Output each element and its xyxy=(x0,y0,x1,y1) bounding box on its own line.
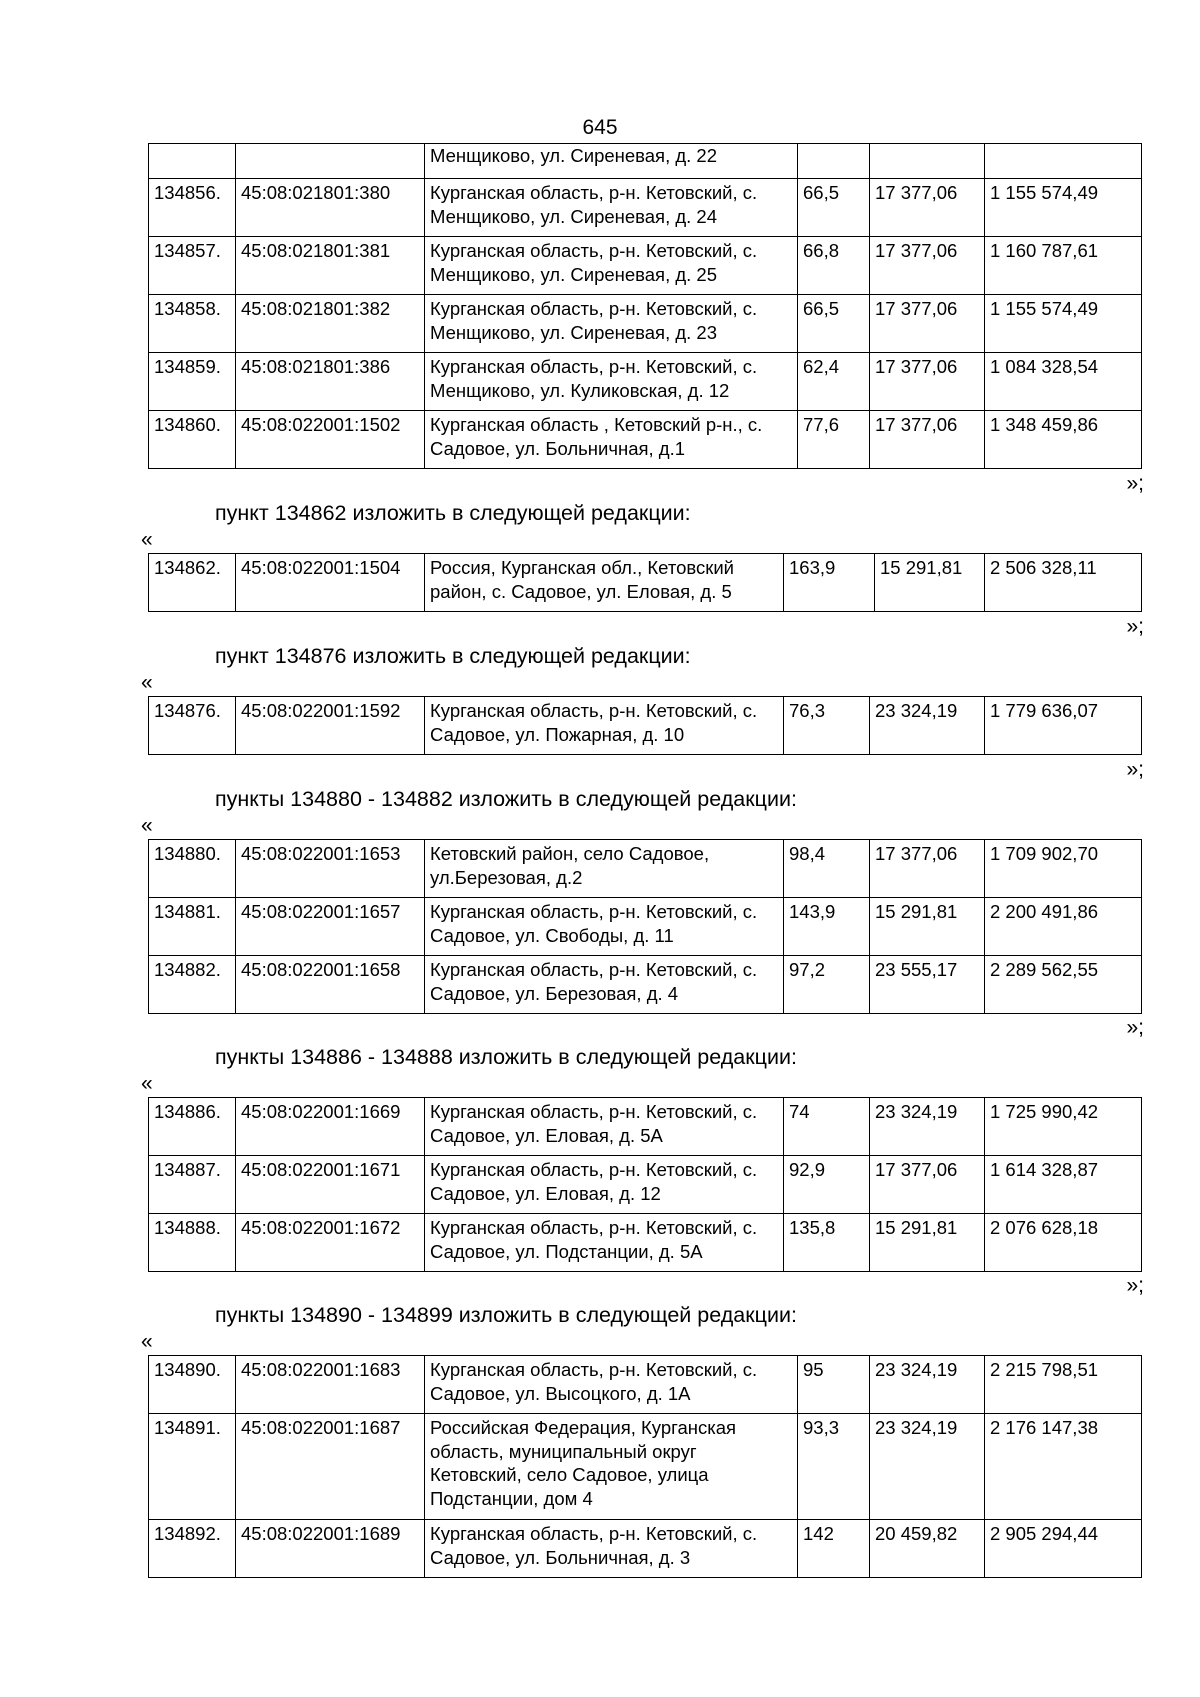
cadastral-number: 45:08:022001:1657 xyxy=(236,898,425,956)
cadastral-number: 45:08:021801:382 xyxy=(236,295,425,353)
address: Курганская область, р-н. Кетовский, с. Менщиково, ул. Куликовская, д. 12 xyxy=(425,353,798,411)
cadastral-value: 2 289 562,55 xyxy=(985,956,1142,1014)
cadastral-value xyxy=(985,144,1142,179)
table-row xyxy=(149,1520,1142,1578)
cadastral-number: 45:08:021801:380 xyxy=(236,179,425,237)
area: 97,2 xyxy=(784,956,870,1014)
address: Курганская область, р-н. Кетовский, с. Менщиково, ул. Сиреневая, д. 24 xyxy=(425,179,798,237)
cadastral-value: 1 709 902,70 xyxy=(985,840,1142,898)
cadastral-number: 45:08:022001:1653 xyxy=(236,840,425,898)
cadastral-number: 45:08:021801:381 xyxy=(236,237,425,295)
address: Менщиково, ул. Сиреневая, д. 22 xyxy=(425,144,798,179)
cadastral-value: 2 905 294,44 xyxy=(985,1520,1142,1578)
address: Курганская область, р-н. Кетовский, с. Садовое, ул. Еловая, д. 5А xyxy=(425,1098,784,1156)
cadastral-number xyxy=(236,144,425,179)
row-number: 134876. xyxy=(149,697,236,755)
row-number: 134857. xyxy=(149,237,236,295)
rate: 17 377,06 xyxy=(870,295,985,353)
table-row xyxy=(149,353,1142,411)
property-table xyxy=(148,1097,1142,1272)
rate: 23 324,19 xyxy=(870,1098,985,1156)
rate xyxy=(870,144,985,179)
closing-quote: »; xyxy=(1126,758,1144,781)
rate: 17 377,06 xyxy=(870,179,985,237)
address: Курганская область, р-н. Кетовский, с. Садовое, ул. Еловая, д. 12 xyxy=(425,1156,784,1214)
opening-quote: « xyxy=(141,1330,153,1353)
rate: 17 377,06 xyxy=(870,1156,985,1214)
cadastral-value: 1 725 990,42 xyxy=(985,1098,1142,1156)
table-row xyxy=(149,697,1142,755)
address: Российская Федерация, Курганская область, муниципальный округ Кетовский, село Садовое, улица Подстанции, дом 4 xyxy=(425,1414,798,1520)
address: Кетовский район, село Садовое, ул.Березовая, д.2 xyxy=(425,840,784,898)
row-number: 134881. xyxy=(149,898,236,956)
rate: 15 291,81 xyxy=(875,554,985,612)
amendment-instruction: пункты 134890 - 134899 изложить в следующей редакции: xyxy=(215,1303,797,1327)
address: Курганская область , Кетовский р-н., с. Садовое, ул. Больничная, д.1 xyxy=(425,411,798,469)
table-row xyxy=(149,237,1142,295)
table-row xyxy=(149,1156,1142,1214)
rate: 17 377,06 xyxy=(870,237,985,295)
cadastral-value: 1 779 636,07 xyxy=(985,697,1142,755)
property-table xyxy=(148,696,1142,755)
area: 95 xyxy=(798,1356,870,1414)
cadastral-number: 45:08:022001:1502 xyxy=(236,411,425,469)
opening-quote: « xyxy=(141,1072,153,1095)
rate: 17 377,06 xyxy=(870,411,985,469)
closing-quote: »; xyxy=(1126,615,1144,638)
cadastral-value: 1 614 328,87 xyxy=(985,1156,1142,1214)
address: Курганская область, р-н. Кетовский, с. Садовое, ул. Больничная, д. 3 xyxy=(425,1520,798,1578)
row-number: 134886. xyxy=(149,1098,236,1156)
table-row xyxy=(149,840,1142,898)
address: Россия, Курганская обл., Кетовский район, с. Садовое, ул. Еловая, д. 5 xyxy=(425,554,784,612)
table-row xyxy=(149,1356,1142,1414)
row-number: 134892. xyxy=(149,1520,236,1578)
closing-quote: »; xyxy=(1126,1274,1144,1297)
address: Курганская область, р-н. Кетовский, с. Садовое, ул. Свободы, д. 11 xyxy=(425,898,784,956)
cadastral-value: 1 155 574,49 xyxy=(985,179,1142,237)
cadastral-value: 2 176 147,38 xyxy=(985,1414,1142,1520)
amendment-instruction: пункт 134862 изложить в следующей редакции: xyxy=(215,501,691,525)
area: 62,4 xyxy=(798,353,870,411)
area: 93,3 xyxy=(798,1414,870,1520)
table-row xyxy=(149,179,1142,237)
cadastral-value: 1 160 787,61 xyxy=(985,237,1142,295)
cadastral-number: 45:08:022001:1687 xyxy=(236,1414,425,1520)
property-table xyxy=(148,839,1142,1014)
amendment-instruction: пункты 134886 - 134888 изложить в следующей редакции: xyxy=(215,1045,797,1069)
row-number: 134887. xyxy=(149,1156,236,1214)
cadastral-number: 45:08:022001:1689 xyxy=(236,1520,425,1578)
property-table xyxy=(148,553,1142,612)
table-row xyxy=(149,956,1142,1014)
cadastral-value: 2 506 328,11 xyxy=(985,554,1142,612)
property-table xyxy=(148,1355,1142,1578)
table-row xyxy=(149,898,1142,956)
row-number: 134882. xyxy=(149,956,236,1014)
amendment-instruction: пункты 134880 - 134882 изложить в следующей редакции: xyxy=(215,787,797,811)
rate: 23 324,19 xyxy=(870,1414,985,1520)
rate: 15 291,81 xyxy=(870,898,985,956)
address: Курганская область, р-н. Кетовский, с. Менщиково, ул. Сиреневая, д. 25 xyxy=(425,237,798,295)
opening-quote: « xyxy=(141,814,153,837)
address: Курганская область, р-н. Кетовский, с. Садовое, ул. Пожарная, д. 10 xyxy=(425,697,784,755)
cadastral-number: 45:08:022001:1669 xyxy=(236,1098,425,1156)
table-row xyxy=(149,295,1142,353)
row-number: 134860. xyxy=(149,411,236,469)
row-number: 134890. xyxy=(149,1356,236,1414)
opening-quote: « xyxy=(141,528,153,551)
cadastral-number: 45:08:021801:386 xyxy=(236,353,425,411)
area: 143,9 xyxy=(784,898,870,956)
closing-quote: »; xyxy=(1126,472,1144,495)
table-row xyxy=(149,554,1142,612)
cadastral-value: 2 076 628,18 xyxy=(985,1214,1142,1272)
row-number: 134859. xyxy=(149,353,236,411)
cadastral-value: 1 155 574,49 xyxy=(985,295,1142,353)
table-row xyxy=(149,411,1142,469)
area: 66,5 xyxy=(798,295,870,353)
address: Курганская область, р-н. Кетовский, с. Садовое, ул. Березовая, д. 4 xyxy=(425,956,784,1014)
property-table-continuation xyxy=(148,143,1142,469)
area: 142 xyxy=(798,1520,870,1578)
address: Курганская область, р-н. Кетовский, с. Менщиково, ул. Сиреневая, д. 23 xyxy=(425,295,798,353)
page-number: 645 xyxy=(582,116,618,139)
area: 98,4 xyxy=(784,840,870,898)
cadastral-number: 45:08:022001:1658 xyxy=(236,956,425,1014)
row-number: 134888. xyxy=(149,1214,236,1272)
cadastral-number: 45:08:022001:1672 xyxy=(236,1214,425,1272)
rate: 15 291,81 xyxy=(870,1214,985,1272)
table-row xyxy=(149,144,1142,179)
area: 135,8 xyxy=(784,1214,870,1272)
rate: 17 377,06 xyxy=(870,353,985,411)
cadastral-value: 1 348 459,86 xyxy=(985,411,1142,469)
row-number: 134856. xyxy=(149,179,236,237)
rate: 17 377,06 xyxy=(870,840,985,898)
table-row xyxy=(149,1214,1142,1272)
cadastral-number: 45:08:022001:1683 xyxy=(236,1356,425,1414)
table-row xyxy=(149,1098,1142,1156)
cadastral-value: 2 215 798,51 xyxy=(985,1356,1142,1414)
rate: 23 555,17 xyxy=(870,956,985,1014)
address: Курганская область, р-н. Кетовский, с. Садовое, ул. Высоцкого, д. 1А xyxy=(425,1356,798,1414)
table-row xyxy=(149,1414,1142,1520)
area: 77,6 xyxy=(798,411,870,469)
area xyxy=(798,144,870,179)
area: 66,8 xyxy=(798,237,870,295)
area: 74 xyxy=(784,1098,870,1156)
cadastral-number: 45:08:022001:1592 xyxy=(236,697,425,755)
cadastral-number: 45:08:022001:1504 xyxy=(236,554,425,612)
area: 66,5 xyxy=(798,179,870,237)
row-number xyxy=(149,144,236,179)
row-number: 134891. xyxy=(149,1414,236,1520)
amendment-instruction: пункт 134876 изложить в следующей редакции: xyxy=(215,644,691,668)
row-number: 134858. xyxy=(149,295,236,353)
address: Курганская область, р-н. Кетовский, с. Садовое, ул. Подстанции, д. 5А xyxy=(425,1214,784,1272)
opening-quote: « xyxy=(141,671,153,694)
area: 92,9 xyxy=(784,1156,870,1214)
closing-quote: »; xyxy=(1126,1016,1144,1039)
rate: 23 324,19 xyxy=(870,697,985,755)
row-number: 134880. xyxy=(149,840,236,898)
rate: 20 459,82 xyxy=(870,1520,985,1578)
cadastral-value: 2 200 491,86 xyxy=(985,898,1142,956)
rate: 23 324,19 xyxy=(870,1356,985,1414)
cadastral-value: 1 084 328,54 xyxy=(985,353,1142,411)
area: 163,9 xyxy=(784,554,875,612)
row-number: 134862. xyxy=(149,554,236,612)
cadastral-number: 45:08:022001:1671 xyxy=(236,1156,425,1214)
area: 76,3 xyxy=(784,697,870,755)
